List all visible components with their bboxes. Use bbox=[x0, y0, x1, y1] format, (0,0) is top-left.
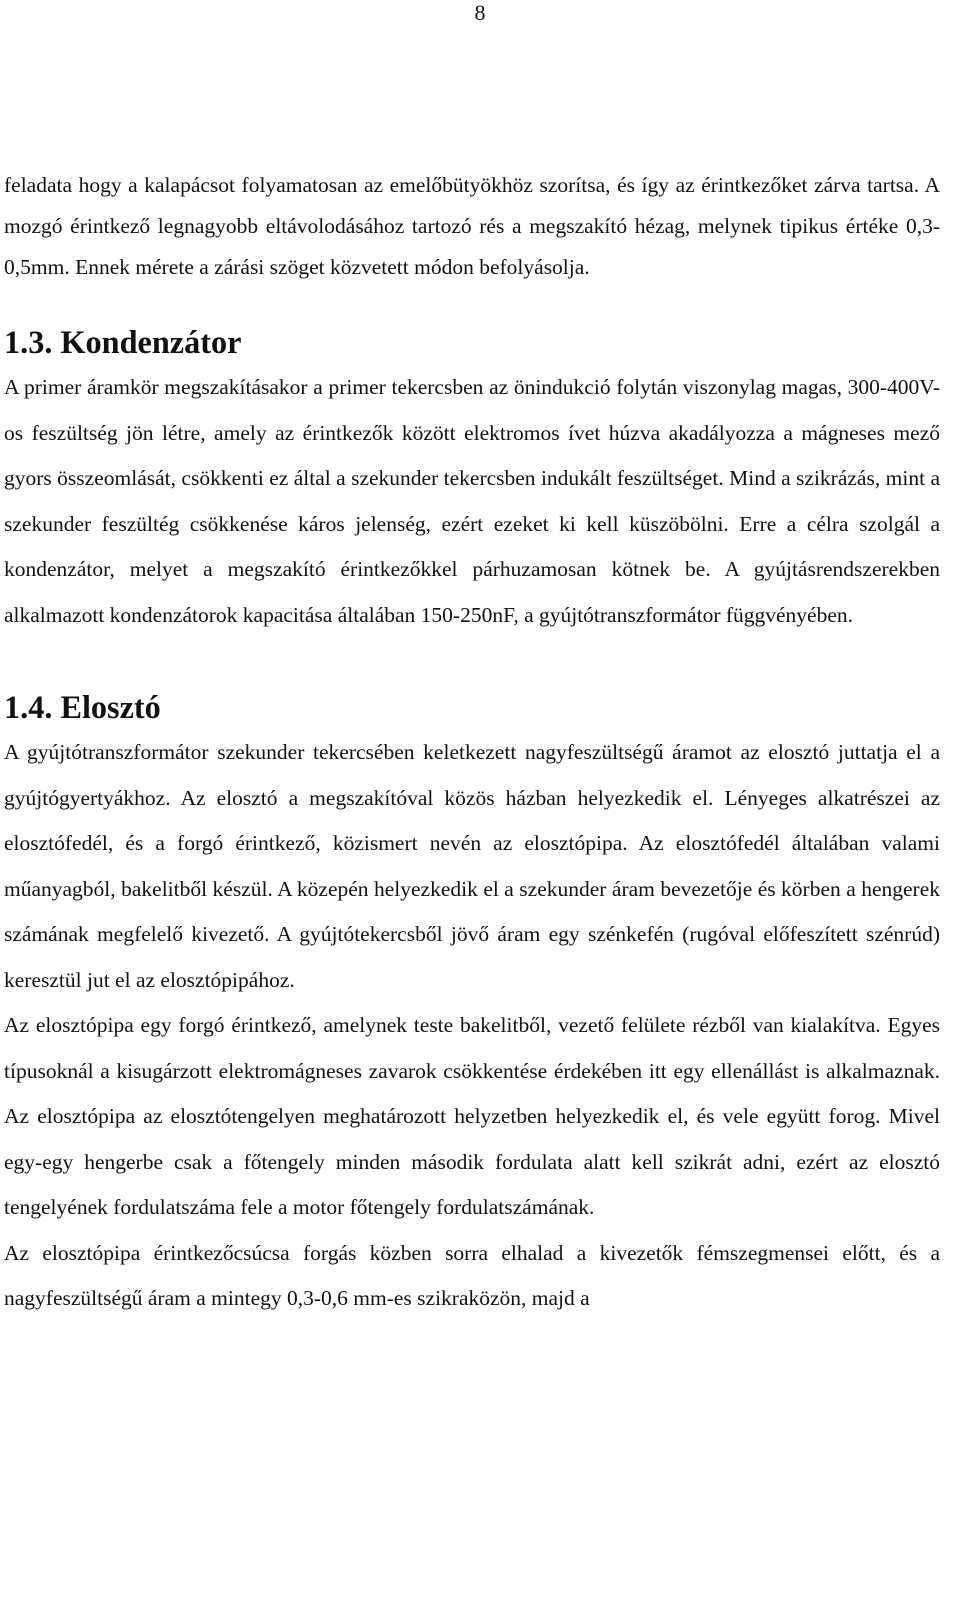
document-body bbox=[4, 165, 940, 1322]
eloszto-paragraph-3: Az elosztópipa érintkezőcsúcsa forgás közben sorra elhalad a kivezetők fémszegmensei előtt, és a nagyfeszültségű áram a mintegy 0,3-0,6 mm-es szikraközön, majd a bbox=[4, 1240, 940, 1310]
page-number: 8 bbox=[474, 0, 486, 25]
eloszto-paragraph-1: A gyújtótranszformátor szekunder tekercsében keletkezett nagyfeszültségű áramot az elosztó juttatja el a gyújtógyertyákhoz. Az elosztó a megszakítóval közös házban helyezkedik el. Lényeges alkatrészei az elosztófedél, és a forgó érintkező, közismert nevén az elosztópipa. Az elosztófedél általában valami műanyagból, bakelitből készül. A közepén helyezkedik el a szekunder áram bevezetője és körben a hengerek számának megfelelő kivezető. A gyújtótekercsből jövő áram egy szénkefén (rugóval előfeszített szénrúd) keresztül jut el az elosztópipához. bbox=[4, 740, 940, 992]
heading-eloszto: 1.4. Elosztó bbox=[4, 689, 161, 725]
heading-kondenzator: 1.3. Kondenzátor bbox=[4, 324, 242, 360]
kondenzator-paragraph: A primer áramkör megszakításakor a primer tekercsben az önindukció folytán viszonylag magas, 300-400V-os feszültség jön létre, amely az érintkezők között elektromos ívet húzva akadályozza a mágneses mező gyors összeomlását, csökkenti ez által a szekunder tekercsben indukált feszültséget. Mind a szikrázás, mint a szekunder feszültég csökkenése káros jelenség, ezért ezeket ki kell küszöbölni. Erre a célra szolgál a kondenzátor, melyet a megszakító érintkezőkkel párhuzamosan kötnek be. A gyújtásrendszerekben alkalmazott kondenzátorok kapacitása általában 150-250nF, a gyújtótranszformátor függvényében. bbox=[4, 375, 940, 627]
intro-paragraph: feladata hogy a kalapácsot folyamatosan az emelőbütyökhöz szorítsa, és így az érintkezőket zárva tartsa. A mozgó érintkező legnagyobb eltávolodásához tartozó rés a megszakító hézag, melynek tipikus értéke 0,3-0,5mm. Ennek mérete a zárási szöget közvetett módon befolyásolja. bbox=[4, 173, 940, 279]
eloszto-paragraph-2: Az elosztópipa egy forgó érintkező, amelynek teste bakelitből, vezető felülete rézből van kialakítva. Egyes típusoknál a kisugárzott elektromágneses zavarok csökkentése érdekében itt egy ellenállást is alkalmaznak. Az elosztópipa az elosztótengelyen meghatározott helyzetben helyezkedik el, és vele együtt forog. Mivel egy-egy hengerbe csak a főtengely minden második fordulata alatt kell szikrát adni, ezért az elosztó tengelyének fordulatszáma fele a motor főtengely fordulatszámának. bbox=[4, 1013, 940, 1219]
